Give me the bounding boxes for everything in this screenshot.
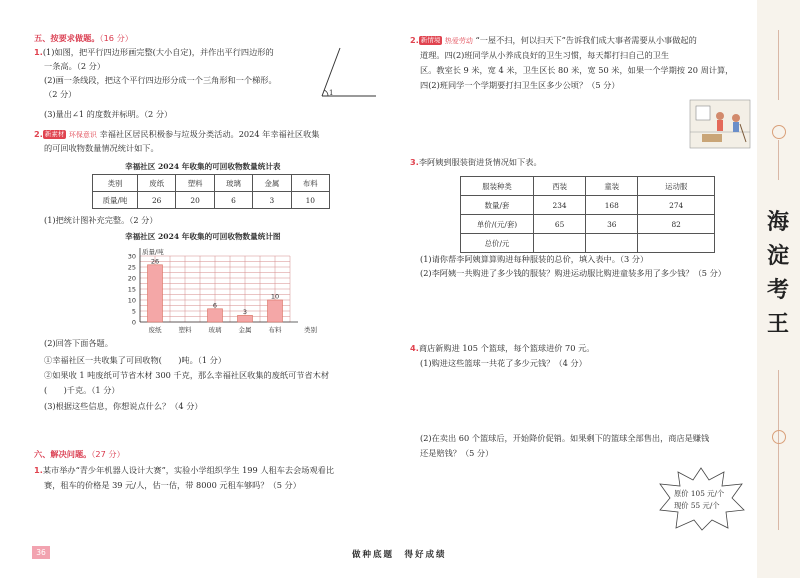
q1-text: (2)画一条线段，把这个平行四边形分成一个三角形和一个梯形。: [44, 75, 277, 85]
sidebar-divider: [778, 30, 779, 100]
brand-char: 考: [766, 277, 789, 303]
y-tick-label: 30: [127, 252, 136, 261]
table-cell: 玻璃: [214, 175, 252, 192]
question-number: 2.: [34, 129, 43, 139]
topic-badge: 热爱劳动: [444, 37, 473, 45]
table-cell: 质量/吨: [93, 192, 138, 209]
q6-3-text: 李阿姨到服装街进货情况如下表。: [418, 157, 542, 167]
brand-char: 海: [766, 209, 789, 235]
table-cell: 塑料: [176, 175, 214, 192]
angle-label: 1: [329, 89, 334, 97]
answer-cell[interactable]: [534, 234, 586, 253]
original-price: 原价 105 元/个: [674, 489, 725, 498]
students-cleaning-illustration: [688, 98, 752, 150]
bar-value-label: 10: [270, 292, 280, 301]
x-axis-label: 类别: [304, 326, 317, 334]
table-cell: 金属: [253, 175, 291, 192]
q6-4-line1: [410, 343, 594, 354]
category-label: 废纸: [148, 326, 162, 334]
table-row: [461, 177, 715, 196]
table-row: [461, 196, 715, 215]
table-cell: 82: [638, 215, 715, 234]
q6-3-line1: [410, 157, 542, 168]
q6-4-text: 商店新购进 105 个篮球，每个篮球进价 70 元。: [418, 343, 595, 353]
brand-char: 王: [766, 311, 789, 337]
q6-4-subquestion: (2)在卖出 60 个篮球后，开始降价促销。如果剩下的篮球全部售出，商店是赚钱: [420, 433, 710, 443]
table-cell: 234: [534, 196, 586, 215]
q2-line1: [34, 129, 319, 141]
table-cell: 26: [138, 192, 176, 209]
bar: [148, 265, 163, 322]
table-cell: 单价/(元/套): [461, 215, 534, 234]
section-title: 五、按要求做题。: [34, 33, 100, 43]
q1-text: (3)量出∠1 的度数并标明。（2 分）: [44, 109, 173, 119]
category-label: 玻璃: [208, 326, 222, 334]
q6-1-text: 赛，租车的价格是 39 元/人，估一估，带 8000 元租车够吗？（5 分）: [44, 480, 301, 490]
clothing-table: [460, 176, 715, 253]
bar: [208, 309, 223, 322]
bar-value-label: 3: [242, 307, 248, 316]
category-label: 金属: [238, 326, 252, 334]
question-number: 4.: [410, 343, 419, 353]
table-cell: 服装种类: [461, 177, 534, 196]
q2-text: 的可回收物数量情况统计如下。: [44, 143, 159, 153]
page-number: 36: [32, 546, 50, 559]
bar: [238, 315, 253, 322]
answer-cell[interactable]: [638, 234, 715, 253]
table-title: 幸福社区 2024 年收集的可回收物数量统计表: [125, 162, 281, 171]
question-number: 1.: [34, 47, 43, 57]
question-number: 2.: [410, 35, 419, 45]
y-tick-label: 0: [131, 318, 136, 327]
brand-title: [763, 205, 793, 341]
table-cell: 西装: [534, 177, 586, 196]
table-cell: 10: [291, 192, 329, 209]
table-row: [461, 215, 715, 234]
topic-badge: 环保意识: [68, 131, 97, 139]
q2-subquestion: ②如果收 1 吨废纸可节省木材 300 千克，那么幸福社区收集的废纸可节省木材: [44, 370, 330, 380]
table-cell: 6: [214, 192, 252, 209]
q6-2-text: 四(2)班同学一个学期要打扫卫生区多少公顷？（5 分）: [420, 80, 620, 90]
bar-value-label: 26: [150, 257, 160, 266]
q6-4-subquestion: (1)购进这些篮球一共花了多少元钱？（4 分）: [420, 358, 587, 368]
parallelogram-figure[interactable]: [318, 46, 378, 106]
q1-text: 一条高。（2 分）: [44, 61, 106, 71]
q2-text: 幸福社区居民积极参与垃圾分类活动。2024 年幸福社区收集: [99, 129, 320, 139]
q1-text: (1)如图，把平行四边形画完整(大小自定)，并作出平行四边形的: [42, 47, 274, 57]
bar-value-label: 6: [212, 301, 218, 310]
question-number: 3.: [410, 157, 419, 167]
current-price: 现价 55 元/个: [674, 501, 720, 510]
table-cell: 类别: [93, 175, 138, 192]
section-5-heading: [34, 33, 133, 44]
q6-2-text: 区。教室长 9 米，宽 4 米，卫生区长 80 米，宽 50 米，如果一个学期按 20 周计算，: [420, 65, 734, 75]
q6-3-subquestion: (1)请你帮李阿姨算算购进每种服装的总价，填入表中。（3 分）: [420, 254, 649, 264]
table-cell: 布料: [291, 175, 329, 192]
sidebar-ornament: [772, 125, 786, 139]
q6-1-line1: [34, 465, 334, 476]
q2-subquestion: ( )千克。（1 分）: [44, 385, 120, 395]
table-cell: 3: [253, 192, 291, 209]
section-title: 六、解决问题。: [34, 449, 92, 459]
section-score: （16 分）: [99, 33, 133, 43]
recycling-table: [92, 174, 330, 209]
q1-text: （2 分）: [44, 89, 77, 99]
bar: [268, 300, 283, 322]
section-6-heading: [34, 449, 125, 460]
table-row: [93, 175, 330, 192]
y-tick-label: 25: [127, 263, 136, 272]
recycling-bar-chart[interactable]: [110, 244, 325, 336]
y-tick-label: 10: [127, 296, 136, 305]
q2-subquestion: (1)把统计图补充完整。（2 分）: [44, 215, 158, 225]
new-material-badge: 新素材: [44, 130, 65, 138]
q6-2-line1: [410, 35, 697, 47]
table-cell: 废纸: [138, 175, 176, 192]
table-cell: 65: [534, 215, 586, 234]
question-number: 1.: [34, 465, 43, 475]
sidebar-divider: [778, 140, 779, 180]
q1-line1: [34, 47, 274, 58]
answer-cell[interactable]: [586, 234, 638, 253]
y-tick-label: 20: [127, 274, 136, 283]
q6-4-subquestion: 还是赔钱？（5 分）: [420, 448, 494, 458]
table-row: [461, 234, 715, 253]
table-cell: 274: [638, 196, 715, 215]
q6-1-text: 某市举办“青少年机器人设计大赛”，实验小学组织学生 199 人租车去会场观看比: [42, 465, 335, 475]
table-cell: 数量/套: [461, 196, 534, 215]
table-cell: 运动服: [638, 177, 715, 196]
q2-subquestion: ①幸福社区一共收集了可回收物( )吨。（1 分）: [44, 355, 227, 365]
category-label: 塑料: [178, 326, 192, 334]
footer-slogan: 做种底题 得好成绩: [352, 550, 447, 560]
table-cell: 36: [586, 215, 638, 234]
y-tick-label: 15: [127, 285, 136, 294]
new-context-badge: 新情境: [420, 36, 441, 44]
y-tick-label: 5: [131, 307, 136, 316]
table-cell: 20: [176, 192, 214, 209]
table-cell: 168: [586, 196, 638, 215]
section-score: （27 分）: [91, 449, 125, 459]
q6-3-subquestion: (2)李阿姨一共购进了多少钱的服装？购进运动服比购进童装多用了多少钱？（5 分）: [420, 268, 726, 278]
table-cell: 总价/元: [461, 234, 534, 253]
q2-subquestion: (3)根据这些信息，你想说点什么？（4 分）: [44, 401, 203, 411]
chart-title: 幸福社区 2024 年收集的可回收物数量统计图: [125, 232, 281, 241]
table-cell: 童装: [586, 177, 638, 196]
sidebar-divider: [778, 370, 779, 530]
category-label: 布料: [268, 326, 282, 334]
q2-subquestion: (2)回答下面各题。: [44, 338, 113, 348]
brand-char: 淀: [766, 243, 789, 269]
y-axis-label: 质量/吨: [142, 248, 164, 256]
q6-2-text: 道理。四(2)班同学从小养成良好的卫生习惯，每天都打扫自己的卫生: [420, 50, 670, 60]
table-row: [93, 192, 330, 209]
sidebar-ornament: [772, 430, 786, 444]
q6-2-text: “一屋不扫，何以扫天下”告诉我们成大事者需要从小事做起的: [475, 35, 697, 45]
price-tag-burst: [656, 466, 746, 532]
